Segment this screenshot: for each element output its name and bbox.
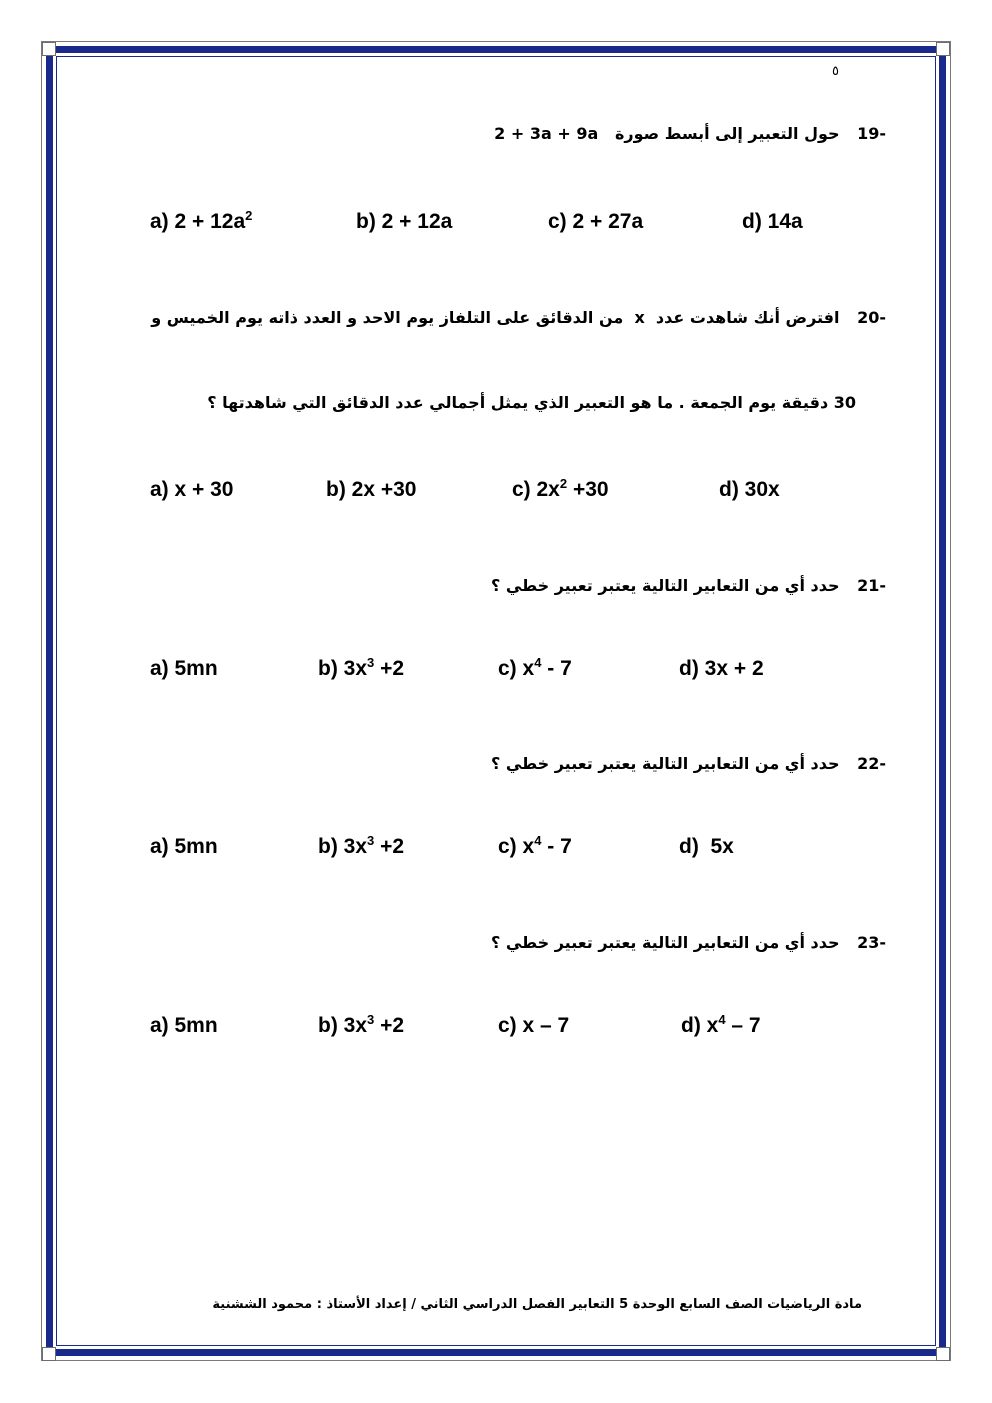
option-d[interactable]: d) 5x <box>679 835 734 858</box>
border-corner-ornament <box>936 42 950 56</box>
option-c[interactable]: c) $x^4 - 7$ <box>498 833 572 858</box>
option-b[interactable]: b) $3x^3 +2$ <box>318 1012 405 1037</box>
option-d[interactable]: d) 30x <box>719 478 780 501</box>
question-number: 21- <box>857 576 886 595</box>
option-c[interactable]: c) 2 + 27a <box>548 210 644 233</box>
option-c[interactable]: c) $x^4 - 7$ <box>498 655 572 680</box>
question-text: حول التعبير إلى أبسط صورة <box>614 124 840 143</box>
option-c[interactable]: c) $2x^2 +30$ <box>512 476 609 501</box>
question-21 <box>491 576 886 595</box>
option-d[interactable]: d) 14a <box>742 210 803 233</box>
question-text: حدد أي من التعابير التالية يعتبر تعبير خطي ؟ <box>490 933 840 952</box>
page-number: ٥ <box>832 64 839 79</box>
question-20 <box>151 308 886 327</box>
question-variable: x <box>634 308 645 327</box>
option-b[interactable]: b) 2 + 12a <box>356 210 453 233</box>
question-number-30: 30 <box>833 393 856 412</box>
option-a[interactable]: a) 5mn <box>150 657 218 680</box>
question-23 <box>491 933 886 952</box>
question-22 <box>491 754 886 773</box>
question-text: دقيقة يوم الجمعة . ما هو التعبير الذي يمثل أجمالي عدد الدقائق التي شاهدتها ؟ <box>207 393 829 412</box>
option-a[interactable]: a) x + 30 <box>150 478 234 501</box>
question-number: 19- <box>857 124 886 143</box>
option-a[interactable]: a) $2 + 12a^2$ <box>150 208 253 233</box>
question-text: حدد أي من التعابير التالية يعتبر تعبير خطي ؟ <box>490 754 840 773</box>
border-corner-ornament <box>42 1347 56 1361</box>
border-corner-ornament <box>42 42 56 56</box>
question-number: 20- <box>857 308 886 327</box>
question-number: 22- <box>857 754 886 773</box>
option-b[interactable]: b) $3x^3 +2$ <box>318 655 405 680</box>
option-c[interactable]: c) x – 7 <box>498 1014 570 1037</box>
page-border-inner <box>56 56 936 1346</box>
option-a[interactable]: a) 5mn <box>150 1014 218 1037</box>
page-footer: مادة الرياضيات الصف السابع الوحدة 5 التعابير الفصل الدراسي الثاني / إعداد الأستاذ : محمود الششنية <box>212 1297 862 1312</box>
option-b[interactable]: b) 2x +30 <box>326 478 417 501</box>
question-20-continuation <box>207 393 856 412</box>
border-corner-ornament <box>936 1347 950 1361</box>
question-19 <box>494 124 886 143</box>
option-b[interactable]: b) $3x^3 +2$ <box>318 833 405 858</box>
option-d[interactable]: d) 3x + 2 <box>679 657 764 680</box>
option-d[interactable]: d) $x^4 - 7$ <box>681 1012 761 1037</box>
question-expression: 2 + 3a + 9a <box>494 124 599 143</box>
question-number: 23- <box>857 933 886 952</box>
question-text: من الدقائق على التلفاز يوم الاحد و العدد ذاته يوم الخميس و <box>151 308 624 327</box>
question-text: افترض أنك شاهدت عدد <box>655 308 840 327</box>
option-a[interactable]: a) 5mn <box>150 835 218 858</box>
question-text: حدد أي من التعابير التالية يعتبر تعبير خطي ؟ <box>490 576 840 595</box>
